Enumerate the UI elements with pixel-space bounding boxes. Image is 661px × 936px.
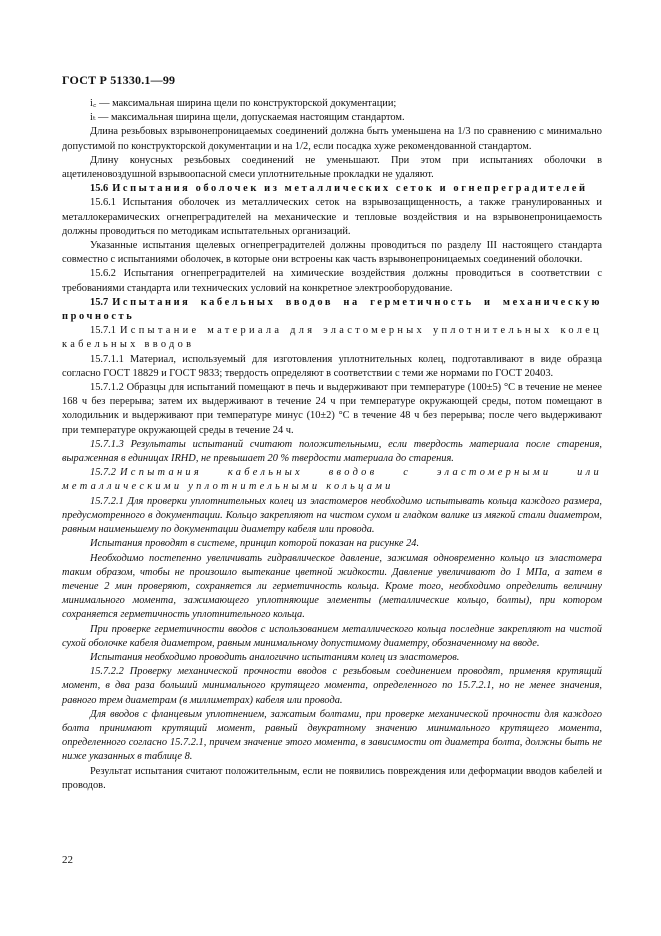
- paragraph: Длина резьбовых взрывонепроницаемых соединений должна быть уменьшена на 1/3 по сравнению с минимально допустимой по конструкторской документации и на 1/2, если посадка хуже рекомендованной стандартом.: [62, 126, 602, 152]
- subsection-heading: [62, 466, 602, 494]
- body-text: [62, 97, 602, 793]
- paragraph: i꜀ — максимальная ширина щели по конструкторской документации;: [90, 98, 397, 109]
- paragraph: Длину конусных резьбовых соединений не уменьшают. При этом при испытаниях оболочки в ацетиленовоздушной взрывоопасной смеси уплотнительные прокладки не удаляют.: [62, 154, 602, 181]
- paragraph: 15.7.2.1 Для проверки уплотнительных колец из эластомеров необходимо испытывать кольца каждого размера, предусмотренного в документации. Кольцо закрепляют на чистом сухом и гладком валике из мягкой стали диаметром, равным наименьшему по документации диаметру кабеля или провода.: [62, 495, 602, 536]
- subsection-heading: [62, 324, 602, 352]
- section-title: Испытания кабельных вводов на герметичность и механическую прочность: [62, 296, 602, 323]
- document-header: ГОСТ Р 51330.1—99: [62, 73, 176, 87]
- page-number: 22: [62, 854, 73, 866]
- paragraph: 15.6.1 Испытания оболочек из металлических сеток на взрывозащищенность, а также гранулированных и металлокерамических огнепреградителей на механические и тепловые воздействия и на взрывонепроницаемость должны проводиться по методикам испытательных организаций.: [62, 197, 602, 237]
- paragraph: Результат испытания считают положительным, если не появились повреждения или деформации вводов кабелей и проводов.: [62, 765, 602, 791]
- paragraph: 15.7.1.3 Результаты испытаний считают положительными, если твердость материала после старения, выраженная в единицах IRHD, не превышает 20 % твердости материала до старения.: [62, 438, 602, 465]
- paragraph: 15.7.1.2 Образцы для испытаний помещают в печь и выдерживают при температуре (100±5) °С в течение не менее 168 ч без перерыва; затем их выдерживают в течение 24 ч при температуре окружающей среды, потом помещают в холодильник и выдерживают при температуре минус (10±2) °С в течение 48 ч без перерыва; после чего выдерживают при температуре окружающей среды в течение 24 ч.: [62, 382, 602, 436]
- paragraph: 15.7.1.1 Материал, используемый для изготовления уплотнительных колец, подготавливают в виде образца согласно ГОСТ 18829 и ГОСТ 9833; твердость определяют в соответствии с теми же нормами по ГОСТ 20403.: [62, 353, 602, 379]
- paragraph: Испытания необходимо проводить аналогично испытаниям колец из эластомеров.: [90, 651, 460, 663]
- paragraph: iₜ — максимальная ширина щели, допускаемая настоящим стандартом.: [90, 112, 405, 124]
- paragraph: Испытания проводят в системе, принцип которой показан на рисунке 24.: [90, 538, 420, 550]
- subsection-title: Испытания кабельных вводов с эластомерными или металлическими уплотнительными кольцами: [62, 467, 602, 493]
- section-title: Испытания оболочек из металлических сеток и огнепреградителей: [112, 183, 588, 195]
- subsection-title: Испытание материала для эластомерных уплотнительных колец кабельных вводов: [62, 325, 602, 351]
- paragraph: 15.6.2 Испытания огнепреградителей на химические воздействия должны проводиться в соответствии с требованиями стандарта или технических условий на конкретное электрооборудование.: [62, 268, 602, 294]
- paragraph: Для вводов с фланцевым уплотнением, зажатым болтами, при проверке механической прочности для каждого болта принимают крутящий момент, равный двукратному значению минимального крутящего момента, определенного согласно 15.7.2.1, причем значение этого момента, в зависимости от диаметра болта, должны быть не ниже указанных в таблице 8.: [62, 708, 602, 763]
- subsection-number: 15.7.1: [90, 325, 116, 337]
- paragraph: Необходимо постепенно увеличивать гидравлическое давление, зажимая одновременно кольцо из эластомера таким образом, чтобы не произошло вытекание цветной жидкости. Давление увеличивают до 1 МПа, а затем в течение 2 мин проверяют, сохраняется ли герметичность кольца. Кроме того, необходимо определить величину минимального момента, зажимающего уплотняющие элементы (металлические кольцо, болты), при котором сохраняется герметичность уплотнительного кольца.: [62, 552, 602, 621]
- section-number: 15.6: [90, 183, 109, 195]
- subsection-number: 15.7.2: [90, 467, 116, 479]
- paragraph: При проверке герметичности вводов с использованием металлического кольца последние закрепляют на чистой сухой оболочке кабеля диаметром, равным минимальному допустимому диаметру, обозначенному на вводе.: [62, 623, 602, 649]
- section-heading: [62, 296, 602, 324]
- paragraph: 15.7.2.2 Проверку механической прочности вводов с резьбовым соединением проводят, применяя крутящий момент, в два раза больший минимального крутящего момента, определенного по 15.7.2.1, но не менее значения, равного трем диаметрам (в миллиметрах) кабеля или провода.: [62, 666, 602, 706]
- section-heading: [62, 182, 602, 196]
- section-number: 15.7: [90, 296, 109, 308]
- paragraph: Указанные испытания щелевых огнепреградителей должны проводиться по разделу III настоящего стандарта совместно с испытаниями оболочек, в которые они встроены как часть взрывонепроницаемых соединений оболочки.: [62, 240, 602, 266]
